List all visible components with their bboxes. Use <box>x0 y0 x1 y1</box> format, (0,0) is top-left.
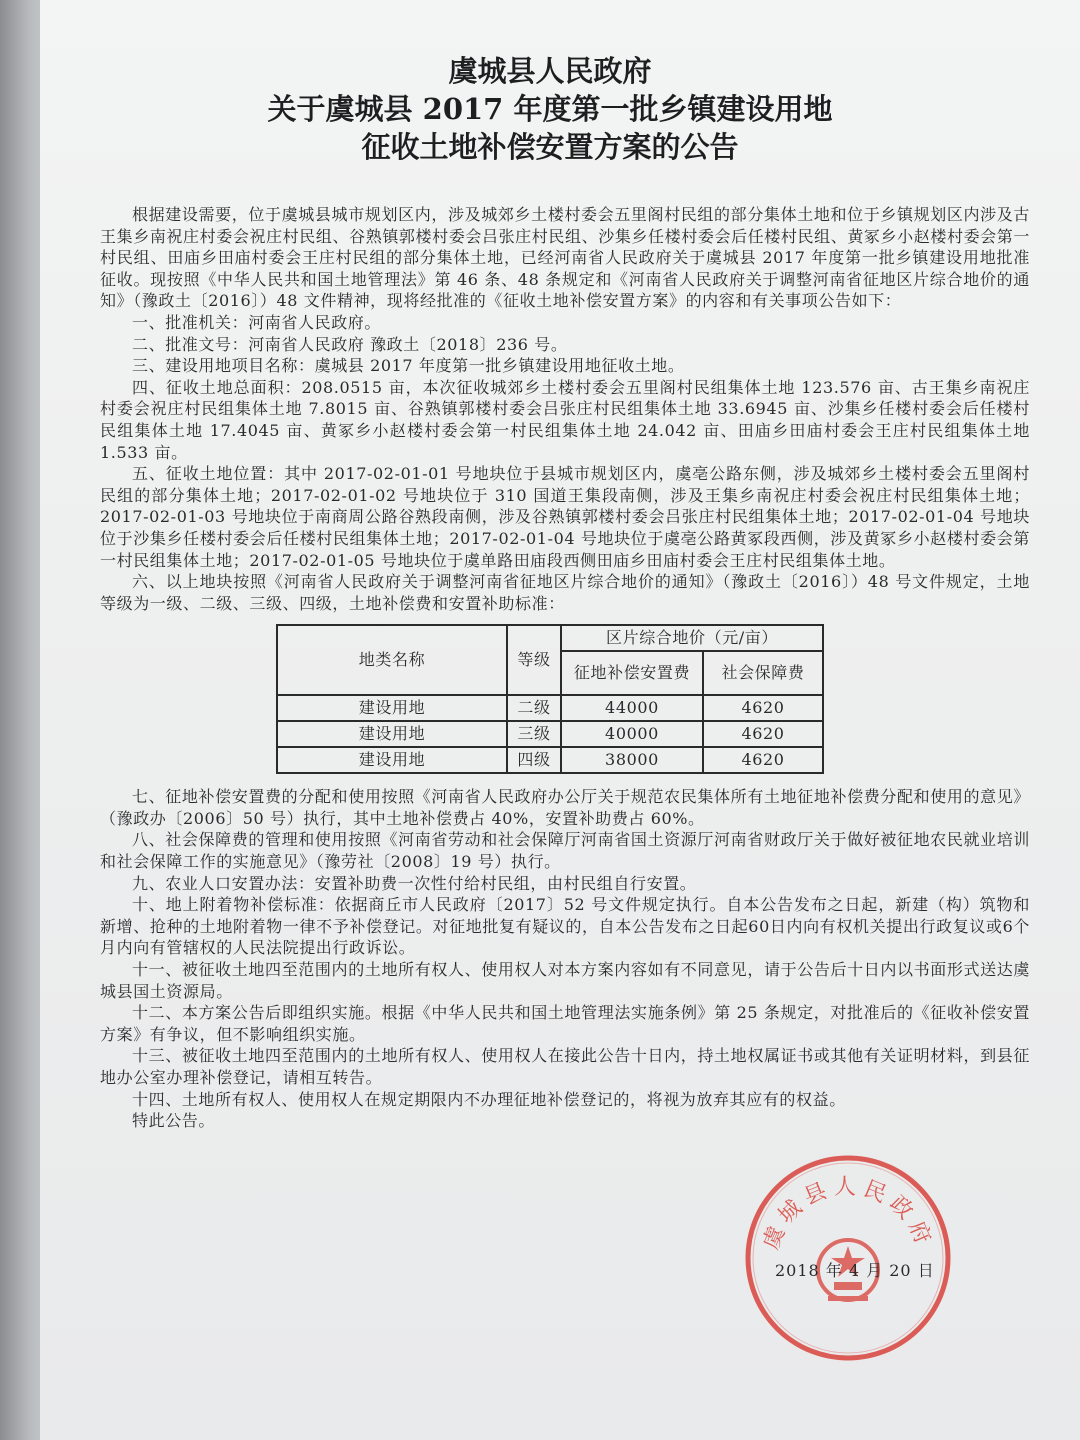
header-social-security-fee: 社会保障费 <box>703 651 823 695</box>
cell-compensation: 44000 <box>561 695 703 721</box>
seal-text: 虞城县人民政府 <box>758 1175 938 1254</box>
compensation-table-wrapper <box>276 624 824 774</box>
notice-document <box>100 52 1030 1132</box>
cell-land-type: 建设用地 <box>277 695 507 721</box>
item-land-location: 五、征收土地位置：其中 2017-02-01-01 号地块位于县城市规划区内，虞亳公路东侧，涉及城郊乡土楼村委会五里阁村民组的部分集体土地；2017-02-01-02 号地块位于 310 国道王集段南侧，涉及王集乡南祝庄村委会祝庄村民组集体土地；2017-02-01-03 号地块位于南商周公路谷熟段南侧，涉及谷熟镇郭楼村委会吕张庄村民组集体土地；2017-02-01-04 号地块位于沙集乡任楼村委会后任楼村民组集体土地；2017-02-01-04 号地块位于虞亳公路黄冢段西侧，涉及黄冢乡小赵楼村委会第一村民组集体土地；2017-02-01-05 号地块位于虞单路田庙段西侧田庙乡田庙村委会王庄村民组集体土地。 <box>100 464 1030 570</box>
compensation-table <box>276 624 824 774</box>
item-social-security: 八、社会保障费的管理和使用按照《河南省劳动和社会保障厅河南省国土资源厅河南省财政厅关于做好被征地农民就业培训和社会保障工作的实施意见》（豫劳社〔2008〕19 号）执行。 <box>100 830 1030 872</box>
cell-grade: 三级 <box>507 721 561 747</box>
title-line-1: 虞城县人民政府 <box>448 54 652 88</box>
item-objection: 十一、被征收土地四至范围内的土地所有权人、使用权人对本方案内容如有不同意见，请于公告后十日内以书面形式送达虞城县国土资源局。 <box>100 960 1030 1001</box>
publish-date: 2018 年 4 月 20 日 <box>775 1261 935 1280</box>
table-row <box>277 695 823 721</box>
item-registration: 十三、被征收土地四至范围内的土地所有权人、使用权人在接此公告十日内，持土地权属证书或其他有关证明材料，到县征地办公室办理补偿登记，请相互转告。 <box>100 1046 1030 1087</box>
cell-grade: 四级 <box>507 747 561 773</box>
table-header-row <box>277 625 823 651</box>
item-resettlement: 九、农业人口安置办法：安置补助费一次性付给村民组，由村民组自行安置。 <box>132 873 697 893</box>
item-fee-distribution: 七、征地补偿安置费的分配和使用按照《河南省人民政府办公厅关于规范农民集体所有土地征地补偿费分配和使用的意见》（豫政办〔2006〕50 号）执行，其中土地补偿费占 40%，安置补助费占 60%。 <box>100 787 1030 828</box>
closing-statement: 特此公告。 <box>132 1111 216 1131</box>
intro-paragraph: 根据建设需要，位于虞城县城市规划区内，涉及城郊乡土楼村委会五里阁村民组的部分集体土地和位于乡镇规划区内涉及古王集乡南祝庄村委会祝庄村民组、谷熟镇郭楼村委会吕张庄村民组、沙集乡任楼村委会后任楼村民组、黄冢乡小赵楼村委会第一村民组、田庙乡田庙村委会王庄村民组的部分集体土地，已经河南省人民政府关于虞城县 2017 年度第一批乡镇建设用地批准征收。现按照《中华人民共和国土地管理法》第 46 条、48 条规定和《河南省人民政府关于调整河南省征地区片综合地价的通知》（豫政土〔2016〕）48 文件精神，现将经批准的《征收土地补偿安置方案》的内容和有关事项公告如下： <box>100 205 1030 311</box>
cell-social-security: 4620 <box>703 721 823 747</box>
item-approval-number: 二、批准文号：河南省人民政府 豫政土〔2018〕236 号。 <box>132 334 568 354</box>
title-line-2: 关于虞城县 2017 年度第一批乡镇建设用地 <box>267 92 833 126</box>
item-approval-authority: 一、批准机关：河南省人民政府。 <box>132 312 382 332</box>
header-land-type: 地类名称 <box>277 625 507 695</box>
cell-compensation: 38000 <box>561 747 703 773</box>
item-total-area: 四、征收土地总面积：208.0515 亩，本次征收城郊乡土楼村委会五里阁村民组集体土地 123.576 亩、古王集乡南祝庄村委会祝庄村民组集体土地 7.8015 亩、谷熟镇郭楼村委会吕张庄村民组集体土地 33.6945 亩、沙集乡任楼村委会后任楼村民组集体土地 17.4045 亩、黄冢乡小赵楼村委会第一村民组集体土地 24.042 亩、田庙乡田庙村委会王庄村民组集体土地 1.533 亩。 <box>100 377 1030 462</box>
title-line-3: 征收土地补偿安置方案的公告 <box>361 130 739 164</box>
table-row <box>277 747 823 773</box>
cell-land-type: 建设用地 <box>277 747 507 773</box>
header-zone-price: 区片综合地价（元/亩） <box>561 625 823 651</box>
table-row <box>277 721 823 747</box>
cell-compensation: 40000 <box>561 721 703 747</box>
notice-body <box>100 204 1030 1132</box>
item-compensation-standard: 六、以上地块按照《河南省人民政府关于调整河南省征地区片综合地价的通知》（豫政土〔2016〕）48 号文件规定，土地等级为一级、二级、三级、四级，土地补偿费和安置补助标准： <box>100 572 1030 613</box>
notice-title <box>70 52 1030 166</box>
cell-social-security: 4620 <box>703 695 823 721</box>
cell-land-type: 建设用地 <box>277 721 507 747</box>
header-compensation-fee: 征地补偿安置费 <box>561 651 703 695</box>
item-waiver: 十四、土地所有权人、使用权人在规定期限内不办理征地补偿登记的，将视为放弃其应有的权益。 <box>132 1089 846 1109</box>
item-implementation: 十二、本方案公告后即组织实施。根据《中华人民共和国土地管理法实施条例》第 25 条规定，对批准后的《征收补偿安置方案》有争议，但不影响组织实施。 <box>100 1003 1030 1044</box>
item-project-name: 三、建设用地项目名称：虞城县 2017 年度第一批乡镇建设用地征收土地。 <box>132 356 685 376</box>
cell-grade: 二级 <box>507 695 561 721</box>
header-grade: 等级 <box>507 625 561 695</box>
item-attachment-compensation: 十、地上附着物补偿标准：依据商丘市人民政府〔2017〕52 号文件规定执行。自本公告发布之日起，新建（构）筑物和新增、抢种的土地附着物一律不予补偿登记。对征地批复有疑议的，自本公告发布之日起60日内向有权机关提出行政复议或6个月内向有管辖权的人民法院提出行政诉讼。 <box>100 895 1030 958</box>
cell-social-security: 4620 <box>703 747 823 773</box>
